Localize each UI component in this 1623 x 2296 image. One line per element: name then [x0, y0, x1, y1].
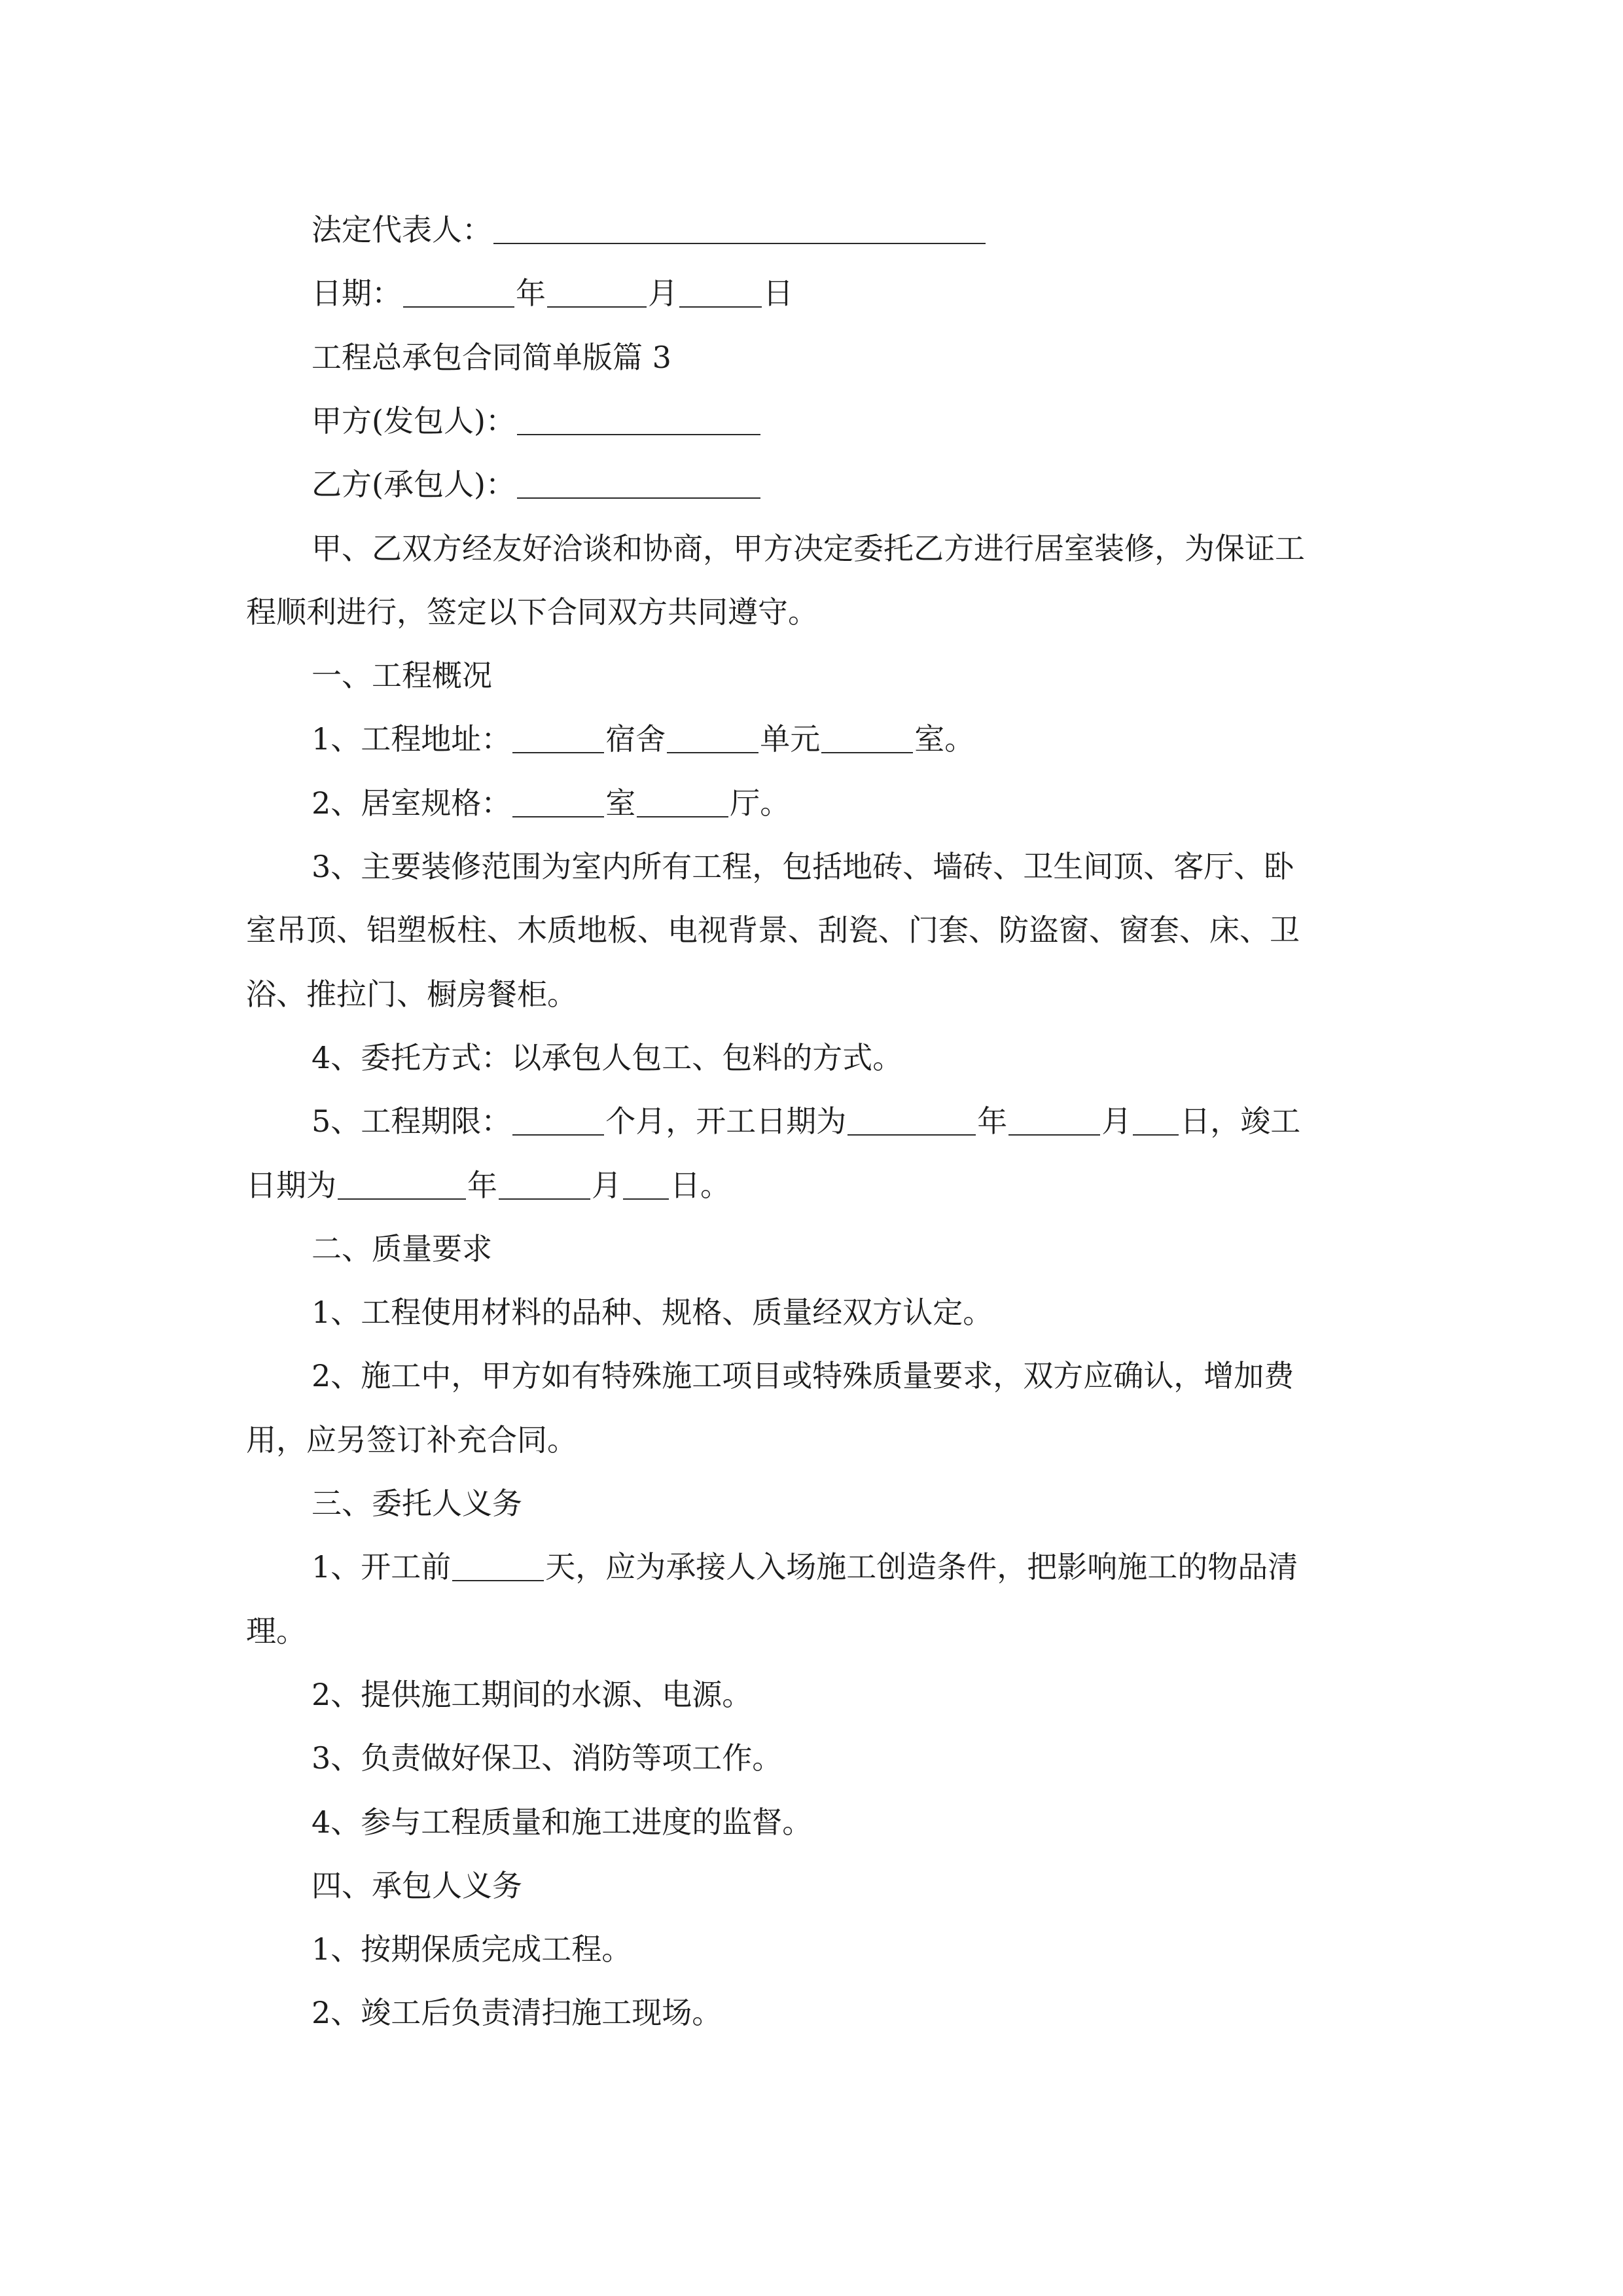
doc-line-s1: [312, 644, 492, 708]
line-text: 室。: [914, 721, 975, 757]
line-text: 年: [467, 1168, 497, 1203]
line-text: 室: [605, 785, 636, 821]
doc-line-title: [312, 326, 671, 389]
line-text: 程顺利进行，签定以下合同双方共同遵守。: [246, 594, 818, 630]
fill-in-blank[interactable]: [512, 786, 604, 817]
line-text: 3、负责做好保卫、消防等项工作。: [312, 1740, 783, 1776]
doc-line-s2i1: [312, 1281, 993, 1344]
doc-line-s4i2: [312, 1981, 722, 2045]
fill-in-blank[interactable]: [338, 1168, 466, 1200]
line-text: 2、提供施工期间的水源、电源。: [312, 1677, 753, 1712]
doc-line-partyB: [312, 453, 762, 516]
fill-in-blank[interactable]: [512, 722, 604, 753]
line-text: 月: [648, 276, 678, 311]
doc-line-s3i2: [312, 1663, 752, 1727]
line-text: 4、参与工程质量和施工进度的监督。: [312, 1804, 813, 1840]
line-text: 理。: [246, 1613, 306, 1649]
line-text: 4、委托方式：以承包人包工、包料的方式。: [312, 1040, 903, 1075]
line-text: 2、施工中，甲方如有特殊施工项目或特殊质量要求，双方应确认，增加费: [312, 1358, 1294, 1393]
line-text: 室吊顶、铝塑板柱、木质地板、电视背景、刮瓷、门套、防盗窗、窗套、床、卫: [246, 912, 1300, 948]
line-text: 1、开工前: [312, 1549, 452, 1585]
doc-line-s3i1a: [312, 1535, 1298, 1599]
doc-line-s1i4: [312, 1026, 902, 1090]
line-text: 四、承包人义务: [312, 1868, 522, 1903]
line-text: 宿舍: [605, 721, 666, 757]
line-text: 三、委托人义务: [312, 1486, 522, 1521]
fill-in-blank[interactable]: [679, 276, 762, 308]
doc-line-rep: [312, 198, 987, 262]
line-text: 单元: [760, 721, 821, 757]
line-text: 2、居室规格：: [312, 785, 512, 821]
fill-in-blank[interactable]: [547, 276, 647, 308]
doc-line-s1i3b: [246, 899, 1300, 962]
line-text: 1、工程使用材料的品种、规格、质量经双方认定。: [312, 1295, 993, 1330]
doc-line-s1i1: [312, 708, 974, 771]
line-text: 5、工程期限：: [312, 1103, 512, 1139]
fill-in-blank[interactable]: [1133, 1104, 1179, 1136]
line-text: 甲方(发包人)：: [312, 403, 516, 439]
line-text: 年: [516, 276, 546, 311]
fill-in-blank[interactable]: [512, 1104, 604, 1136]
line-text: 乙方(承包人)：: [312, 467, 516, 502]
fill-in-blank[interactable]: [517, 404, 760, 435]
doc-line-date: [312, 262, 793, 325]
fill-in-blank[interactable]: [821, 722, 913, 753]
doc-line-s3i1b: [246, 1600, 306, 1663]
fill-in-blank[interactable]: [637, 786, 728, 817]
line-text: 甲、乙双方经友好洽谈和协商，甲方决定委托乙方进行居室装修，为保证工: [312, 531, 1305, 566]
line-text: 月: [1101, 1103, 1132, 1139]
doc-line-s4: [312, 1854, 522, 1918]
doc-line-s4i1: [312, 1918, 632, 1981]
line-text: 年: [977, 1103, 1008, 1139]
line-text: 二、质量要求: [312, 1231, 492, 1266]
line-text: 2、竣工后负责清扫施工现场。: [312, 1995, 722, 2030]
line-text: 厅。: [730, 785, 791, 821]
doc-line-s1i3c: [246, 963, 577, 1026]
doc-line-partyA: [312, 389, 762, 453]
line-text: 日，竣工: [1180, 1103, 1301, 1139]
doc-line-s2i2a: [312, 1344, 1294, 1408]
doc-line-s1i5a: [312, 1090, 1300, 1153]
doc-line-p1a: [312, 517, 1305, 581]
line-text: 用，应另签订补充合同。: [246, 1422, 577, 1458]
fill-in-blank[interactable]: [1008, 1104, 1100, 1136]
doc-line-s3i3: [312, 1727, 782, 1790]
fill-in-blank[interactable]: [403, 276, 514, 308]
fill-in-blank[interactable]: [517, 467, 760, 499]
line-text: 3、主要装修范围为室内所有工程，包括地砖、墙砖、卫生间顶、客厅、卧: [312, 849, 1294, 884]
doc-line-s2i2b: [246, 1408, 577, 1472]
line-text: 日。: [670, 1168, 730, 1203]
doc-line-p1b: [246, 581, 818, 644]
fill-in-blank[interactable]: [452, 1550, 544, 1581]
doc-line-s1i5b: [246, 1154, 730, 1217]
doc-line-s3i4: [312, 1791, 812, 1854]
doc-line-s1i2: [312, 772, 790, 835]
fill-in-blank[interactable]: [493, 213, 986, 244]
line-text: 日: [763, 276, 793, 311]
fill-in-blank[interactable]: [499, 1168, 590, 1200]
line-text: 日期：: [312, 276, 402, 311]
line-text: 1、工程地址：: [312, 721, 512, 757]
line-text: 浴、推拉门、橱房餐柜。: [246, 977, 577, 1012]
fill-in-blank[interactable]: [667, 722, 758, 753]
line-text: 日期为: [246, 1168, 336, 1203]
line-text: 月: [592, 1168, 622, 1203]
fill-in-blank[interactable]: [847, 1104, 976, 1136]
doc-line-s2: [312, 1217, 492, 1281]
doc-line-s1i3a: [312, 835, 1294, 899]
fill-in-blank[interactable]: [623, 1168, 669, 1200]
doc-line-s3: [312, 1472, 522, 1535]
line-text: 一、工程概况: [312, 658, 492, 693]
line-text: 个月，开工日期为: [605, 1103, 847, 1139]
line-text: 法定代表人：: [312, 212, 492, 247]
line-text: 工程总承包合同简单版篇 3: [312, 340, 671, 375]
line-text: 1、按期保质完成工程。: [312, 1931, 632, 1967]
line-text: 天，应为承接人入场施工创造条件，把影响施工的物品清: [545, 1549, 1298, 1585]
